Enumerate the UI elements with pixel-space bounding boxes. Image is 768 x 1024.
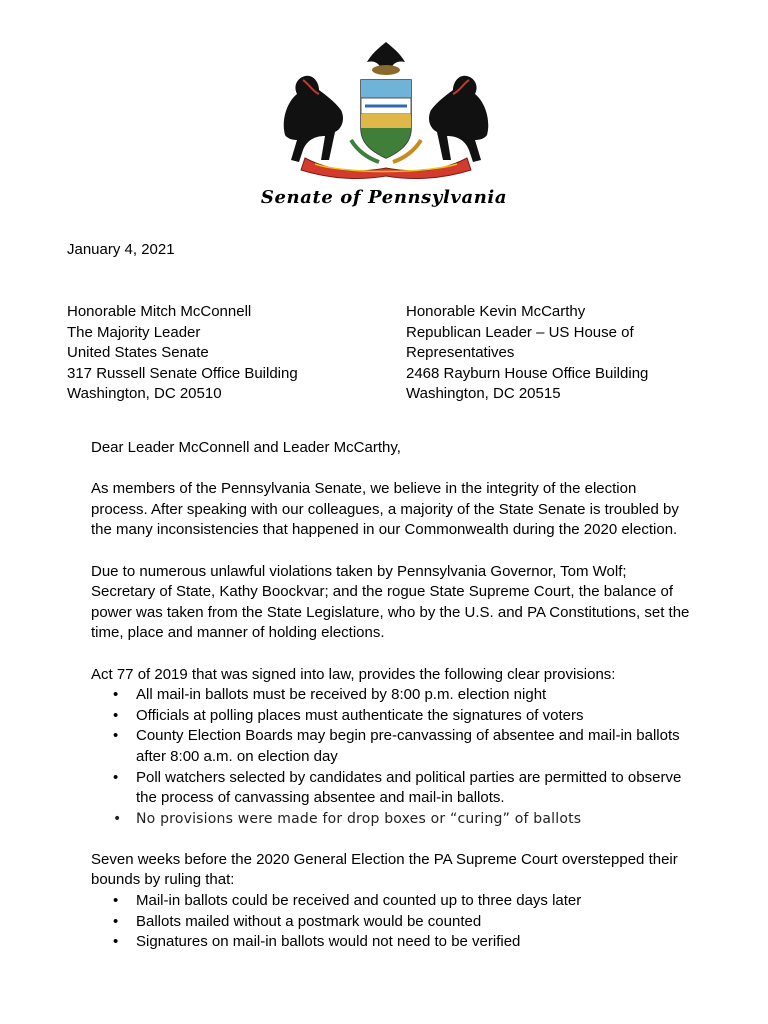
address-line: Representatives <box>406 344 515 362</box>
letter-body <box>91 438 691 953</box>
address-line: 317 Russell Senate Office Building <box>67 364 298 382</box>
recipient-address-mcconnell <box>67 302 298 405</box>
list-item: • Ballots mailed without a postmark would be counted <box>91 912 691 933</box>
address-line: Republican Leader – US House of <box>406 323 634 341</box>
recipient-address-mccarthy <box>406 302 648 405</box>
shield-icon <box>361 80 411 158</box>
act77-provisions-list <box>91 685 691 829</box>
list-item: • All mail-in ballots must be received by 8:00 p.m. election night <box>91 685 691 706</box>
list-item: • Mail-in ballots could be received and counted up to three days later <box>91 891 691 912</box>
address-line: 2468 Rayburn House Office Building <box>406 364 649 382</box>
eagle-icon <box>367 42 405 75</box>
ribbon-icon <box>301 158 471 178</box>
pennsylvania-coat-of-arms-icon <box>275 40 497 180</box>
letter-date: January 4, 2021 <box>67 241 175 258</box>
court-rulings-list <box>91 891 691 953</box>
list-item: • Signatures on mail-in ballots would not need to be verified <box>91 932 691 953</box>
list-item: • Officials at polling places must authenticate the signatures of voters <box>91 706 691 727</box>
left-horse-icon <box>284 76 343 162</box>
paragraph: As members of the Pennsylvania Senate, we believe in the integrity of the election process. After speaking with our colleagues, a majority of the State Senate is troubled by the many inconsistencies that happened in our Commonwealth during the 2020 election. <box>91 480 679 539</box>
address-line: Honorable Kevin McCarthy <box>406 303 586 320</box>
salutation: Dear Leader McConnell and Leader McCarthy, <box>91 439 401 456</box>
address-line: Honorable Mitch McConnell <box>67 303 252 320</box>
list-item: • Poll watchers selected by candidates and political parties are permitted to observe the process of canvassing absentee and mail-in ballots. <box>91 768 691 809</box>
address-line: The Majority Leader <box>67 323 201 341</box>
list-item: • County Election Boards may begin pre-canvassing of absentee and mail-in ballots after 8:00 a.m. on election day <box>91 726 691 767</box>
address-line: Washington, DC 20510 <box>67 385 222 403</box>
address-line: United States Senate <box>67 344 209 362</box>
address-line: Washington, DC 20515 <box>406 385 561 403</box>
paragraph: Act 77 of 2019 that was signed into law, provides the following clear provisions: <box>91 665 616 683</box>
letterhead-title: Senate of Pennsylvania <box>260 187 508 208</box>
right-horse-icon <box>429 76 488 162</box>
paragraph: Due to numerous unlawful violations taken by Pennsylvania Governor, Tom Wolf; Secretary of State, Kathy Boockvar; and the rogue State Supreme Court, the balance of power was taken from the State Legislature, who by the U.S. and PA Constitutions, set the time, place and manner of holding elections. <box>91 562 690 642</box>
paragraph: Seven weeks before the 2020 General Election the PA Supreme Court overstepped their bounds by ruling that: <box>91 850 678 889</box>
list-item: • No provisions were made for drop boxes or “curing” of ballots <box>91 809 691 830</box>
